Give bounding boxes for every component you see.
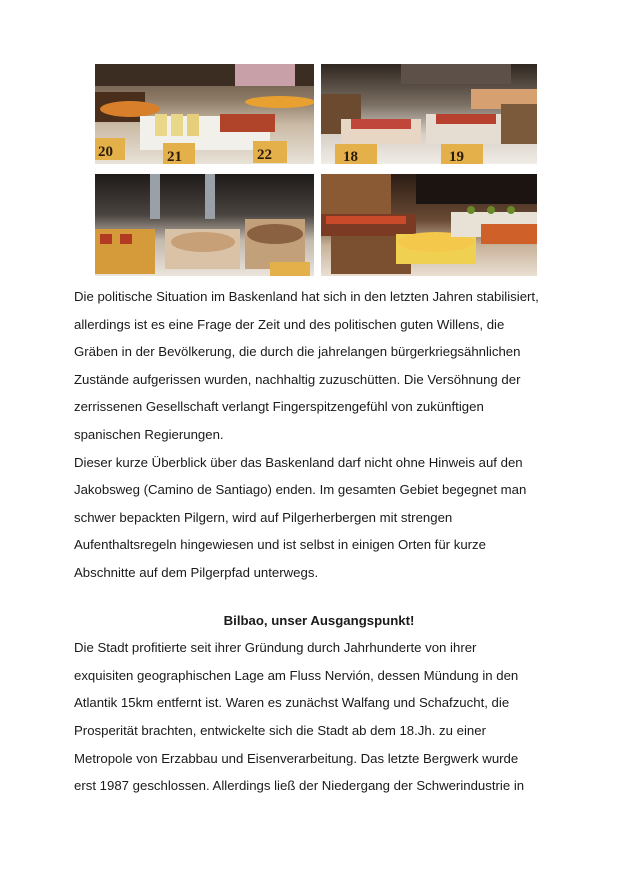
text-line: Die Stadt profitierte seit ihrer Gründung durch Jahrhunderte von ihrer [74,640,477,656]
section-heading: Bilbao, unser Ausgangspunkt! [223,612,415,628]
text-line: allerdings ist es eine Frage der Zeit und des politischen guten Willens, die [74,316,505,332]
text-line: Gräben in der Bevölkerung, die durch die jahrelangen bürgerkriegsähnlichen [74,344,521,360]
pintxos-photo-1 [95,64,314,164]
pintxos-photo-3 [95,174,314,276]
photo-grid [95,64,537,276]
text-line: Abschnitte auf dem Pilgerpfad unterwegs. [74,564,319,580]
price-label: 21 [167,149,182,164]
paragraph-camino [74,449,564,587]
price-label: 22 [257,147,272,163]
text-line: Zustände aufgerissen wurden, nachhaltig zuzuschütten. Die Versöhnung der [74,371,521,387]
text-line: Jakobsweg (Camino de Santiago) enden. Im gesamten Gebiet begegnet man [74,482,527,498]
pintxos-photo-2 [321,64,537,164]
pintxos-photo-4-image [321,174,537,276]
text-line: Prosperität brachten, entwickelte sich die Stadt ab dem 18.Jh. zu einer [74,722,486,738]
text-line: Die politische Situation im Baskenland hat sich in den letzten Jahren stabilisiert, [74,289,539,304]
text-line: spanischen Regierungen. [74,426,224,442]
pintxos-photo-3-image [95,174,314,276]
price-label: 18 [343,149,358,164]
text-line: zerrissenen Gesellschaft verlangt Fingerspitzengefühl von zukünftigen [74,399,484,415]
text-line: Atlantik 15km entfernt ist. Waren es zunächst Walfang und Schafzucht, die [74,695,510,711]
pintxos-photo-1-image [95,64,314,164]
text-line: exquisiten geographischen Lage am Fluss Nervión, dessen Mündung in den [74,667,519,683]
text-line: Metropole von Erzabbau und Eisenverarbeitung. Das letzte Bergwerk wurde [74,750,519,766]
document-body [74,283,564,800]
text-line: Aufenthaltsregeln hingewiesen und ist selbst in einigen Orten für kurze [74,537,486,553]
pintxos-photo-2-image [321,64,537,164]
spacer [74,587,564,607]
text-line: erst 1987 geschlossen. Allerdings ließ der Niedergang der Schwerindustrie in [74,778,525,794]
price-label: 19 [449,149,464,164]
paragraph-bilbao [74,634,564,800]
text-line: schwer bepackten Pilgern, wird auf Pilgerherbergen mit strengen [74,509,453,525]
price-card [270,262,310,276]
price-label: 20 [98,144,113,160]
pintxos-photo-4 [321,174,537,276]
paragraph-politics [74,283,564,449]
text-line: Dieser kurze Überblick über das Baskenland darf nicht ohne Hinweis auf den [74,454,523,470]
